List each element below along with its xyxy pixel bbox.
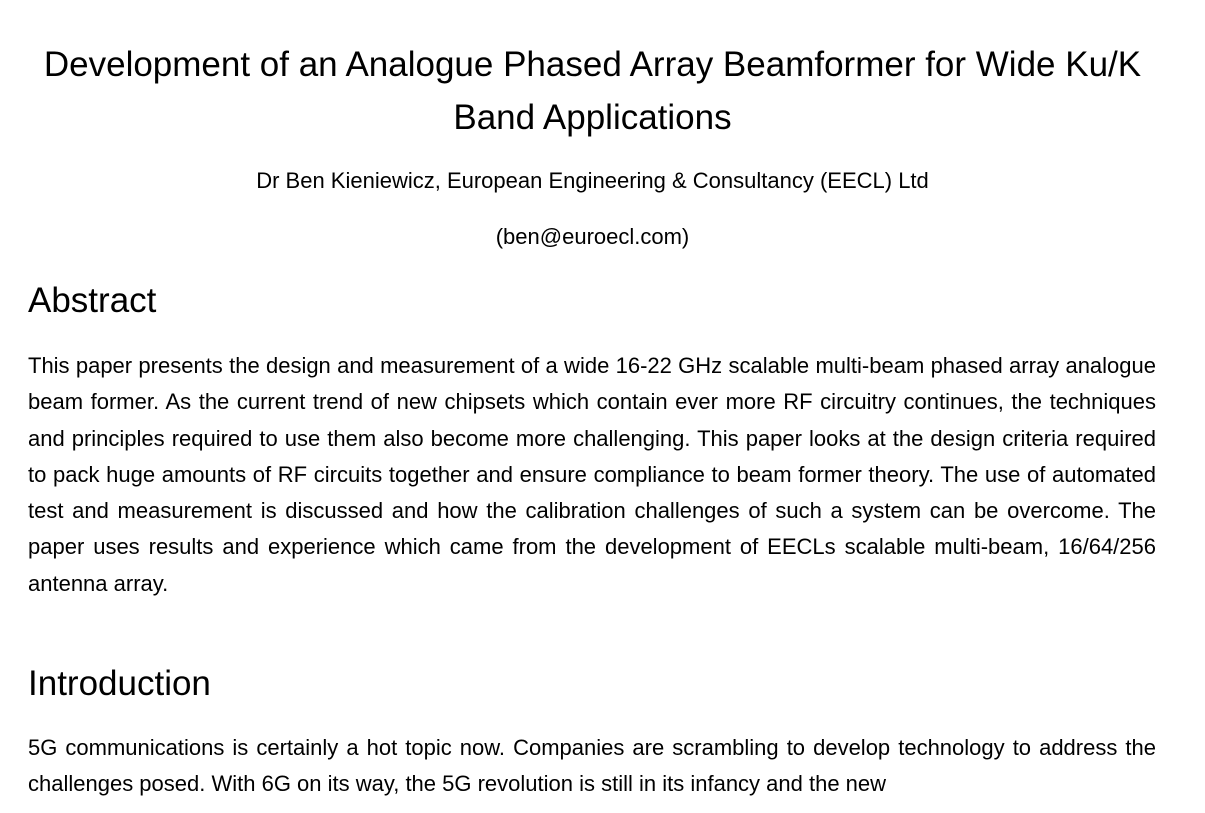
author-email: (ben@euroecl.com) [495,224,690,249]
abstract-paragraph: This paper presents the design and measurement of a wide 16-22 GHz scalable multi-beam phased array analogue beam former. As the current trend of new chipsets which contain ever more RF circuitry continues, the techniques and principles required to use them also become more challenging. This paper looks at the design criteria required to pack huge amounts of RF circuits together and ensure compliance to beam former theory. The use of automated test and measurement is discussed and how the calibration challenges of such a system can be overcome. The paper uses results and experience which came from the development of EECLs scalable multi-beam, 16/64/256 antenna array. [28,353,1156,596]
introduction-heading: Introduction [28,664,211,703]
abstract-heading: Abstract [28,281,157,320]
author-affiliation: Dr Ben Kieniewicz, European Engineering & Consultancy (EECL) Ltd [256,168,929,193]
introduction-paragraph: 5G communications is certainly a hot topic now. Companies are scrambling to develop technology to address the challenges posed. With 6G on its way, the 5G revolution is still in its infancy and the new [28,735,1156,797]
paper-title: Development of an Analogue Phased Array Beamformer for Wide Ku/K Band Applications [43,45,1142,137]
